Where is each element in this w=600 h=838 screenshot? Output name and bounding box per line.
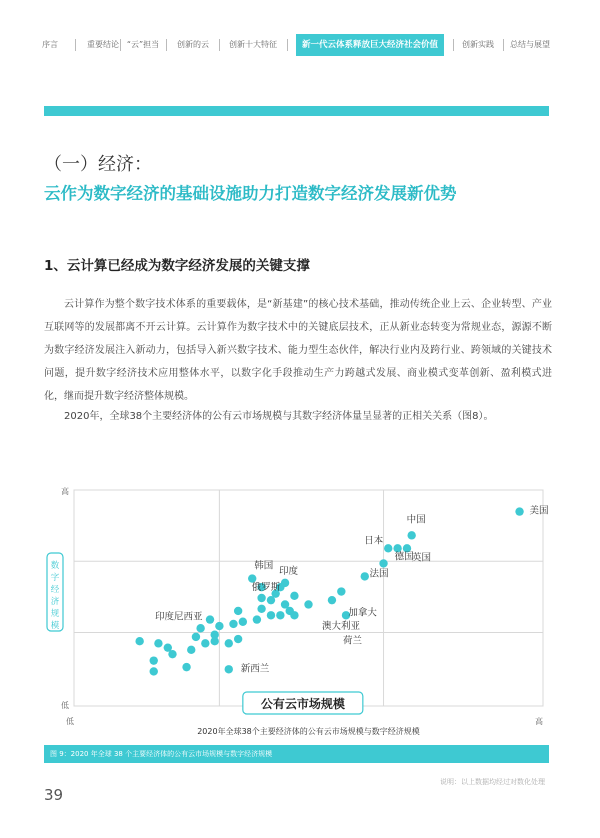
data-point — [150, 667, 158, 675]
y-high-label: 高 — [61, 487, 69, 496]
body-paragraph-1: 云计算作为整个数字技术体系的重要载体，是“新基建”的核心技术基础，推动传统企业上云、企业转型、产业互联网等的发展都离不开云计算。云计算作为数字技术中的关键底层技术，正从新业态转变为常规业态，源源不断为数字经济发展注入新动力，包括导入新兴数字技术、能力型生态伙伴，解决行业内及跨行业、跨领域的关键技术问题，提升数字经济技术应用整体水平，以数字化手段推动生产力跨越式发展、商业模式变革创新、盈利模式进化，继而提升数字经济整体规模。 — [44, 299, 552, 402]
nav-item-2[interactable]: 重要结论 — [87, 40, 119, 49]
point-label: 法国 — [369, 568, 389, 580]
data-point — [290, 592, 298, 600]
data-point — [239, 618, 247, 626]
data-point — [290, 611, 298, 619]
header-banner — [44, 106, 549, 116]
nav-item-6[interactable]: 新一代云体系释放巨大经济社会价值 — [296, 34, 444, 56]
data-point — [257, 594, 265, 602]
point-label: 美国 — [529, 505, 549, 517]
point-label: 日本 — [364, 535, 384, 547]
data-point — [229, 620, 237, 628]
nav-item-4[interactable]: 创新的云 — [177, 40, 209, 49]
data-point — [206, 615, 214, 623]
section-title: （一）经济： — [44, 154, 152, 175]
headline: 云作为数字经济的基础设施助力打造数字经济发展新优势 — [44, 184, 457, 203]
data-point — [211, 631, 219, 639]
nav-item-8[interactable]: 总结与展望 — [510, 40, 550, 49]
scatter-chart — [40, 480, 560, 742]
point-label: 俄罗斯 — [251, 582, 281, 593]
nav-item-5[interactable]: 创新十大特征 — [229, 40, 277, 49]
point-label: 中国 — [406, 514, 426, 526]
nav-item-3[interactable]: “云”担当 — [126, 40, 160, 49]
page-number: 39 — [44, 786, 64, 804]
nav-separator — [219, 39, 220, 51]
data-point — [337, 587, 345, 595]
data-point — [407, 531, 415, 539]
data-point — [304, 600, 312, 608]
y-axis-label-char: 济 — [50, 597, 60, 607]
top-navigation — [0, 0, 600, 70]
data-point — [515, 507, 523, 515]
body-paragraph-2: 2020年，全球38个主要经济体的公有云市场规模与其数字经济体量呈显著的正相关关系（图8）。 — [64, 411, 494, 422]
x-high-label: 高 — [535, 717, 543, 726]
nav-separator — [503, 39, 504, 51]
plot-frame — [74, 490, 543, 706]
figure-caption: 图 9：2020 年全球 38 个主要经济体的公有云市场规模与数字经济规模 — [44, 745, 549, 763]
data-point — [328, 596, 336, 604]
point-label: 新西兰 — [240, 663, 270, 675]
data-point — [253, 615, 261, 623]
point-label: 英国 — [411, 552, 432, 564]
data-point — [192, 633, 200, 641]
chart-title: 2020年全球38个主要经济体的公有云市场规模与数字经济规模 — [197, 727, 420, 736]
data-point — [168, 650, 176, 658]
x-axis-label: 公有云市场规模 — [260, 697, 345, 711]
nav-item-1[interactable]: 序言 — [42, 40, 58, 49]
y-axis-label-char: 规 — [50, 609, 60, 619]
data-point — [257, 605, 265, 613]
data-note: 说明：以上数据均经过对数化处理 — [440, 778, 545, 786]
data-point — [267, 611, 275, 619]
nav-separator — [166, 39, 167, 51]
point-label: 德国 — [394, 551, 414, 563]
nav-separator — [453, 39, 454, 51]
y-axis-label-char: 字 — [50, 573, 60, 583]
x-low-label: 低 — [66, 717, 74, 726]
data-point — [150, 656, 158, 664]
y-axis-label-char: 模 — [50, 621, 60, 631]
data-point — [201, 639, 209, 647]
y-axis-label-char: 数 — [50, 561, 60, 571]
point-label: 韩国 — [254, 560, 274, 572]
point-label: 荷兰 — [343, 635, 363, 647]
data-point — [182, 663, 190, 671]
y-axis-label-char: 经 — [50, 585, 60, 595]
data-point — [234, 635, 242, 643]
point-label: 加拿大 — [348, 607, 377, 619]
subsection-heading: 1、云计算已经成为数字经济发展的关键支撑 — [44, 258, 310, 274]
data-point — [361, 572, 369, 580]
nav-separator — [120, 39, 121, 51]
y-low-label: 低 — [61, 701, 69, 710]
data-point — [135, 637, 143, 645]
data-point — [379, 559, 387, 567]
data-point — [384, 544, 392, 552]
data-point — [215, 622, 223, 630]
data-point — [154, 639, 162, 647]
nav-item-7[interactable]: 创新实践 — [462, 40, 494, 49]
data-point — [234, 607, 242, 615]
point-label: 印度 — [279, 565, 299, 577]
data-point — [196, 624, 204, 632]
data-point — [267, 596, 275, 604]
nav-separator — [75, 39, 76, 51]
point-label: 印度尼西亚 — [155, 611, 203, 623]
data-point — [276, 611, 284, 619]
point-label: 澳大利亚 — [321, 621, 360, 633]
nav-separator — [287, 39, 288, 51]
data-point — [187, 646, 195, 654]
data-point — [225, 639, 233, 647]
data-point — [225, 665, 233, 673]
